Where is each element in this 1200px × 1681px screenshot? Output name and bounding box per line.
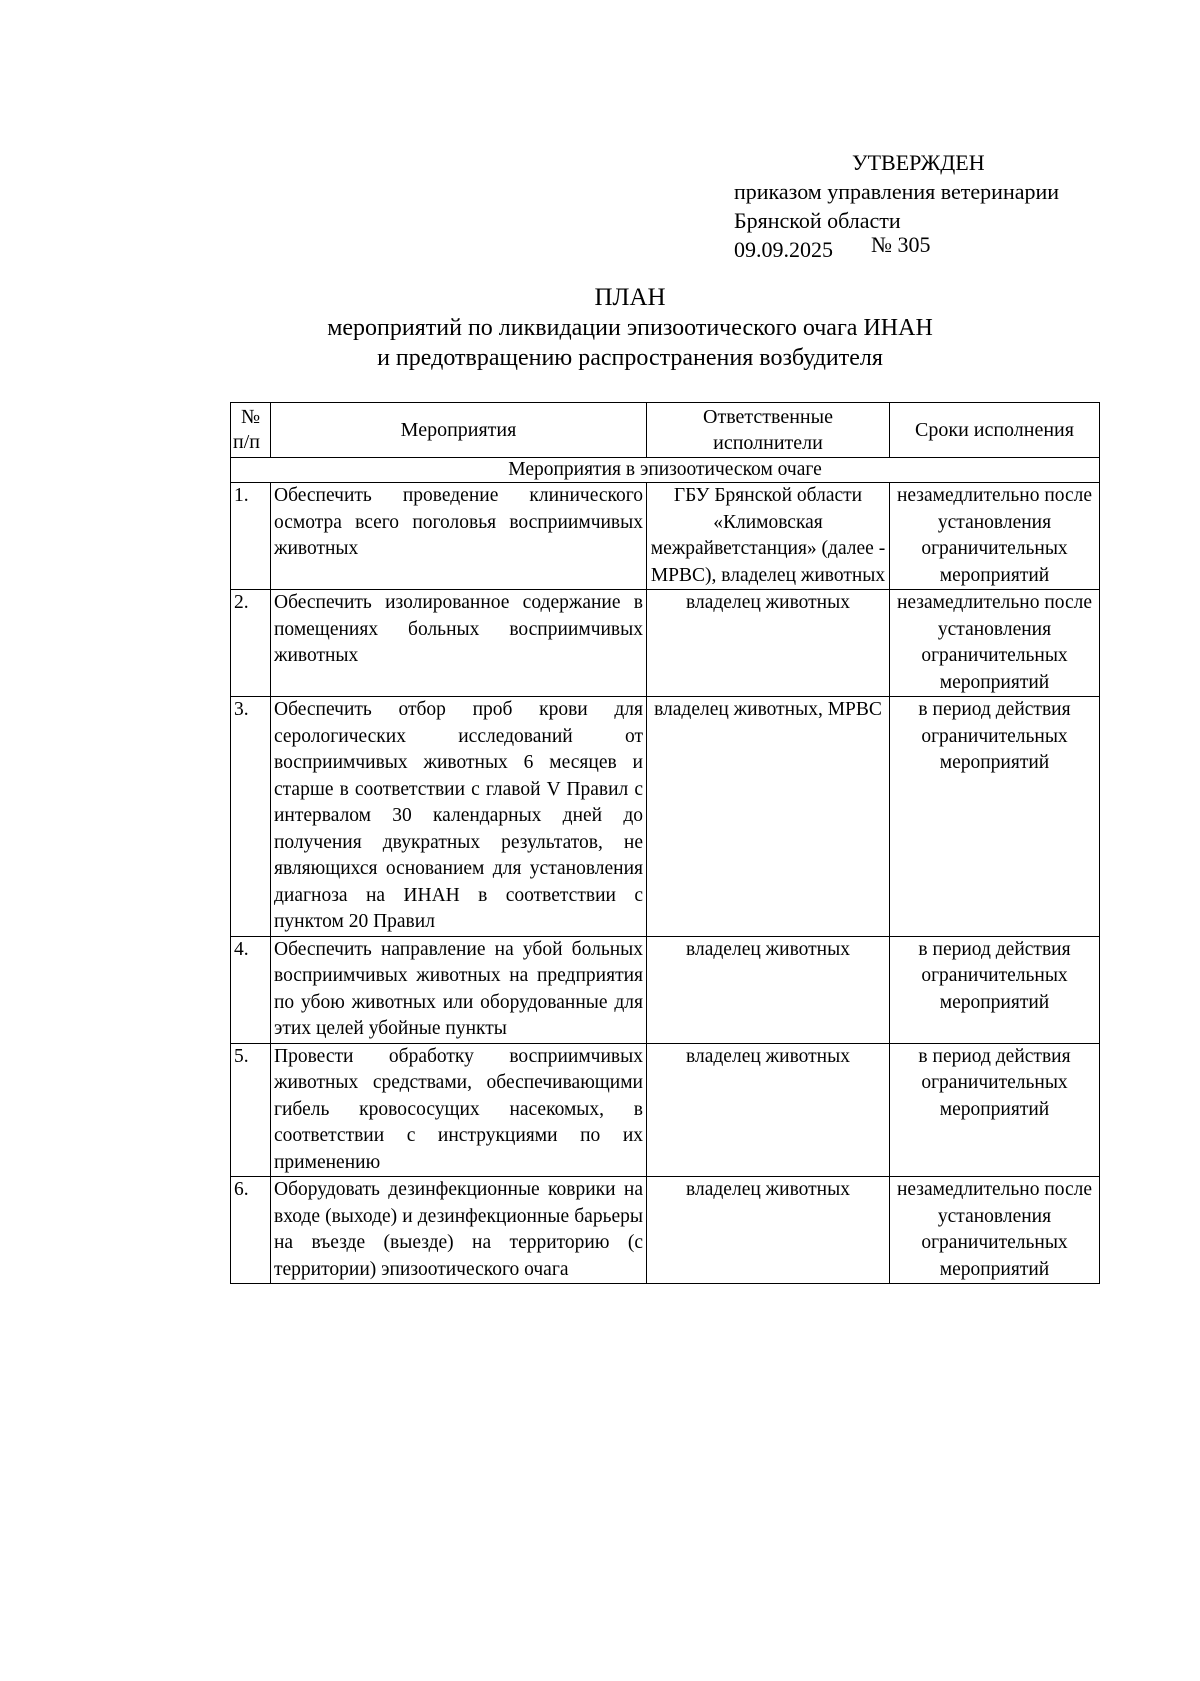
row-responsible: ГБУ Брянской области «Климовская межрайветстанция» (далее - МРВС), владелец животных [647,483,890,590]
row-responsible: владелец животных [647,1177,890,1284]
row-num: 1. [231,483,271,590]
row-term: в период действия ограничительных мероприятий [890,697,1100,937]
row-num: 5. [231,1043,271,1177]
table-row [231,590,1100,697]
header-num-line-2: п/п [233,431,260,453]
row-term: в период действия ограничительных мероприятий [890,1043,1100,1177]
section-row [231,458,1100,483]
approval-order-line: приказом управления ветеринарии [734,179,1060,204]
row-responsible: владелец животных [647,1043,890,1177]
table-row [231,1043,1100,1177]
approval-title: УТВЕРЖДЕН [852,150,985,175]
row-num: 2. [231,590,271,697]
row-responsible: владелец животных, МРВС [647,697,890,937]
document-heading [0,283,1200,373]
row-num: 6. [231,1177,271,1284]
row-measure: Обеспечить направление на убой больных восприимчивых животных на предприятия по убою животных или оборудованные для этих целей убойные пункты [271,936,647,1043]
table-row [231,697,1100,937]
row-num: 4. [231,936,271,1043]
header-terms: Сроки исполнения [890,403,1100,458]
row-measure: Оборудовать дезинфекционные коврики на входе (выходе) и дезинфекционные барьеры на въезде (выезде) на территорию (с территории) эпизоотического очага [271,1177,647,1284]
page-title: ПЛАН [594,284,666,311]
section-title: Мероприятия в эпизоотическом очаге [231,458,1100,483]
table-row [231,1177,1100,1284]
approval-date-line [734,232,1059,264]
page-subtitle-line-1: мероприятий по ликвидации эпизоотического очага ИНАН [327,315,933,341]
header-measures: Мероприятия [271,403,647,458]
header-num [231,403,271,458]
header-num-line-1: № [240,406,261,428]
measures-table [230,402,1100,1284]
row-term: незамедлительно после установления ограничительных мероприятий [890,590,1100,697]
table-row [231,483,1100,590]
row-measure: Обеспечить изолированное содержание в помещениях больных восприимчивых животных [271,590,647,697]
approval-region-line: Брянской области [734,208,901,233]
table-row [231,936,1100,1043]
approval-block [734,148,1059,264]
header-responsible [647,403,890,458]
row-term: в период действия ограничительных мероприятий [890,936,1100,1043]
approval-date: 09.09.2025 [734,237,833,262]
row-responsible: владелец животных [647,936,890,1043]
row-num: 3. [231,697,271,937]
row-term: незамедлительно после установления ограничительных мероприятий [890,1177,1100,1284]
row-term: незамедлительно после установления ограничительных мероприятий [890,483,1100,590]
header-responsible-line-2: исполнители [713,432,823,454]
row-measure: Провести обработку восприимчивых животных средствами, обеспечивающими гибель кровососущих насекомых, в соответствии с инструкциями по их применению [271,1043,647,1177]
row-responsible: владелец животных [647,590,890,697]
row-measure: Обеспечить проведение клинического осмотра всего поголовья восприимчивых животных [271,483,647,590]
approval-number: № 305 [871,232,931,257]
row-measure: Обеспечить отбор проб крови для серологических исследований от восприимчивых животных 6 месяцев и старше в соответствии с главой V Правил с интервалом 30 календарных дней до получения двукратных результатов, не являющихся основанием для установления диагноза на ИНАН в соответствии с пунктом 20 Правил [271,697,647,937]
page-subtitle-line-2: и предотвращению распространения возбудителя [377,345,883,371]
header-responsible-line-1: Ответственные [703,406,833,428]
table-header-row [231,403,1100,458]
